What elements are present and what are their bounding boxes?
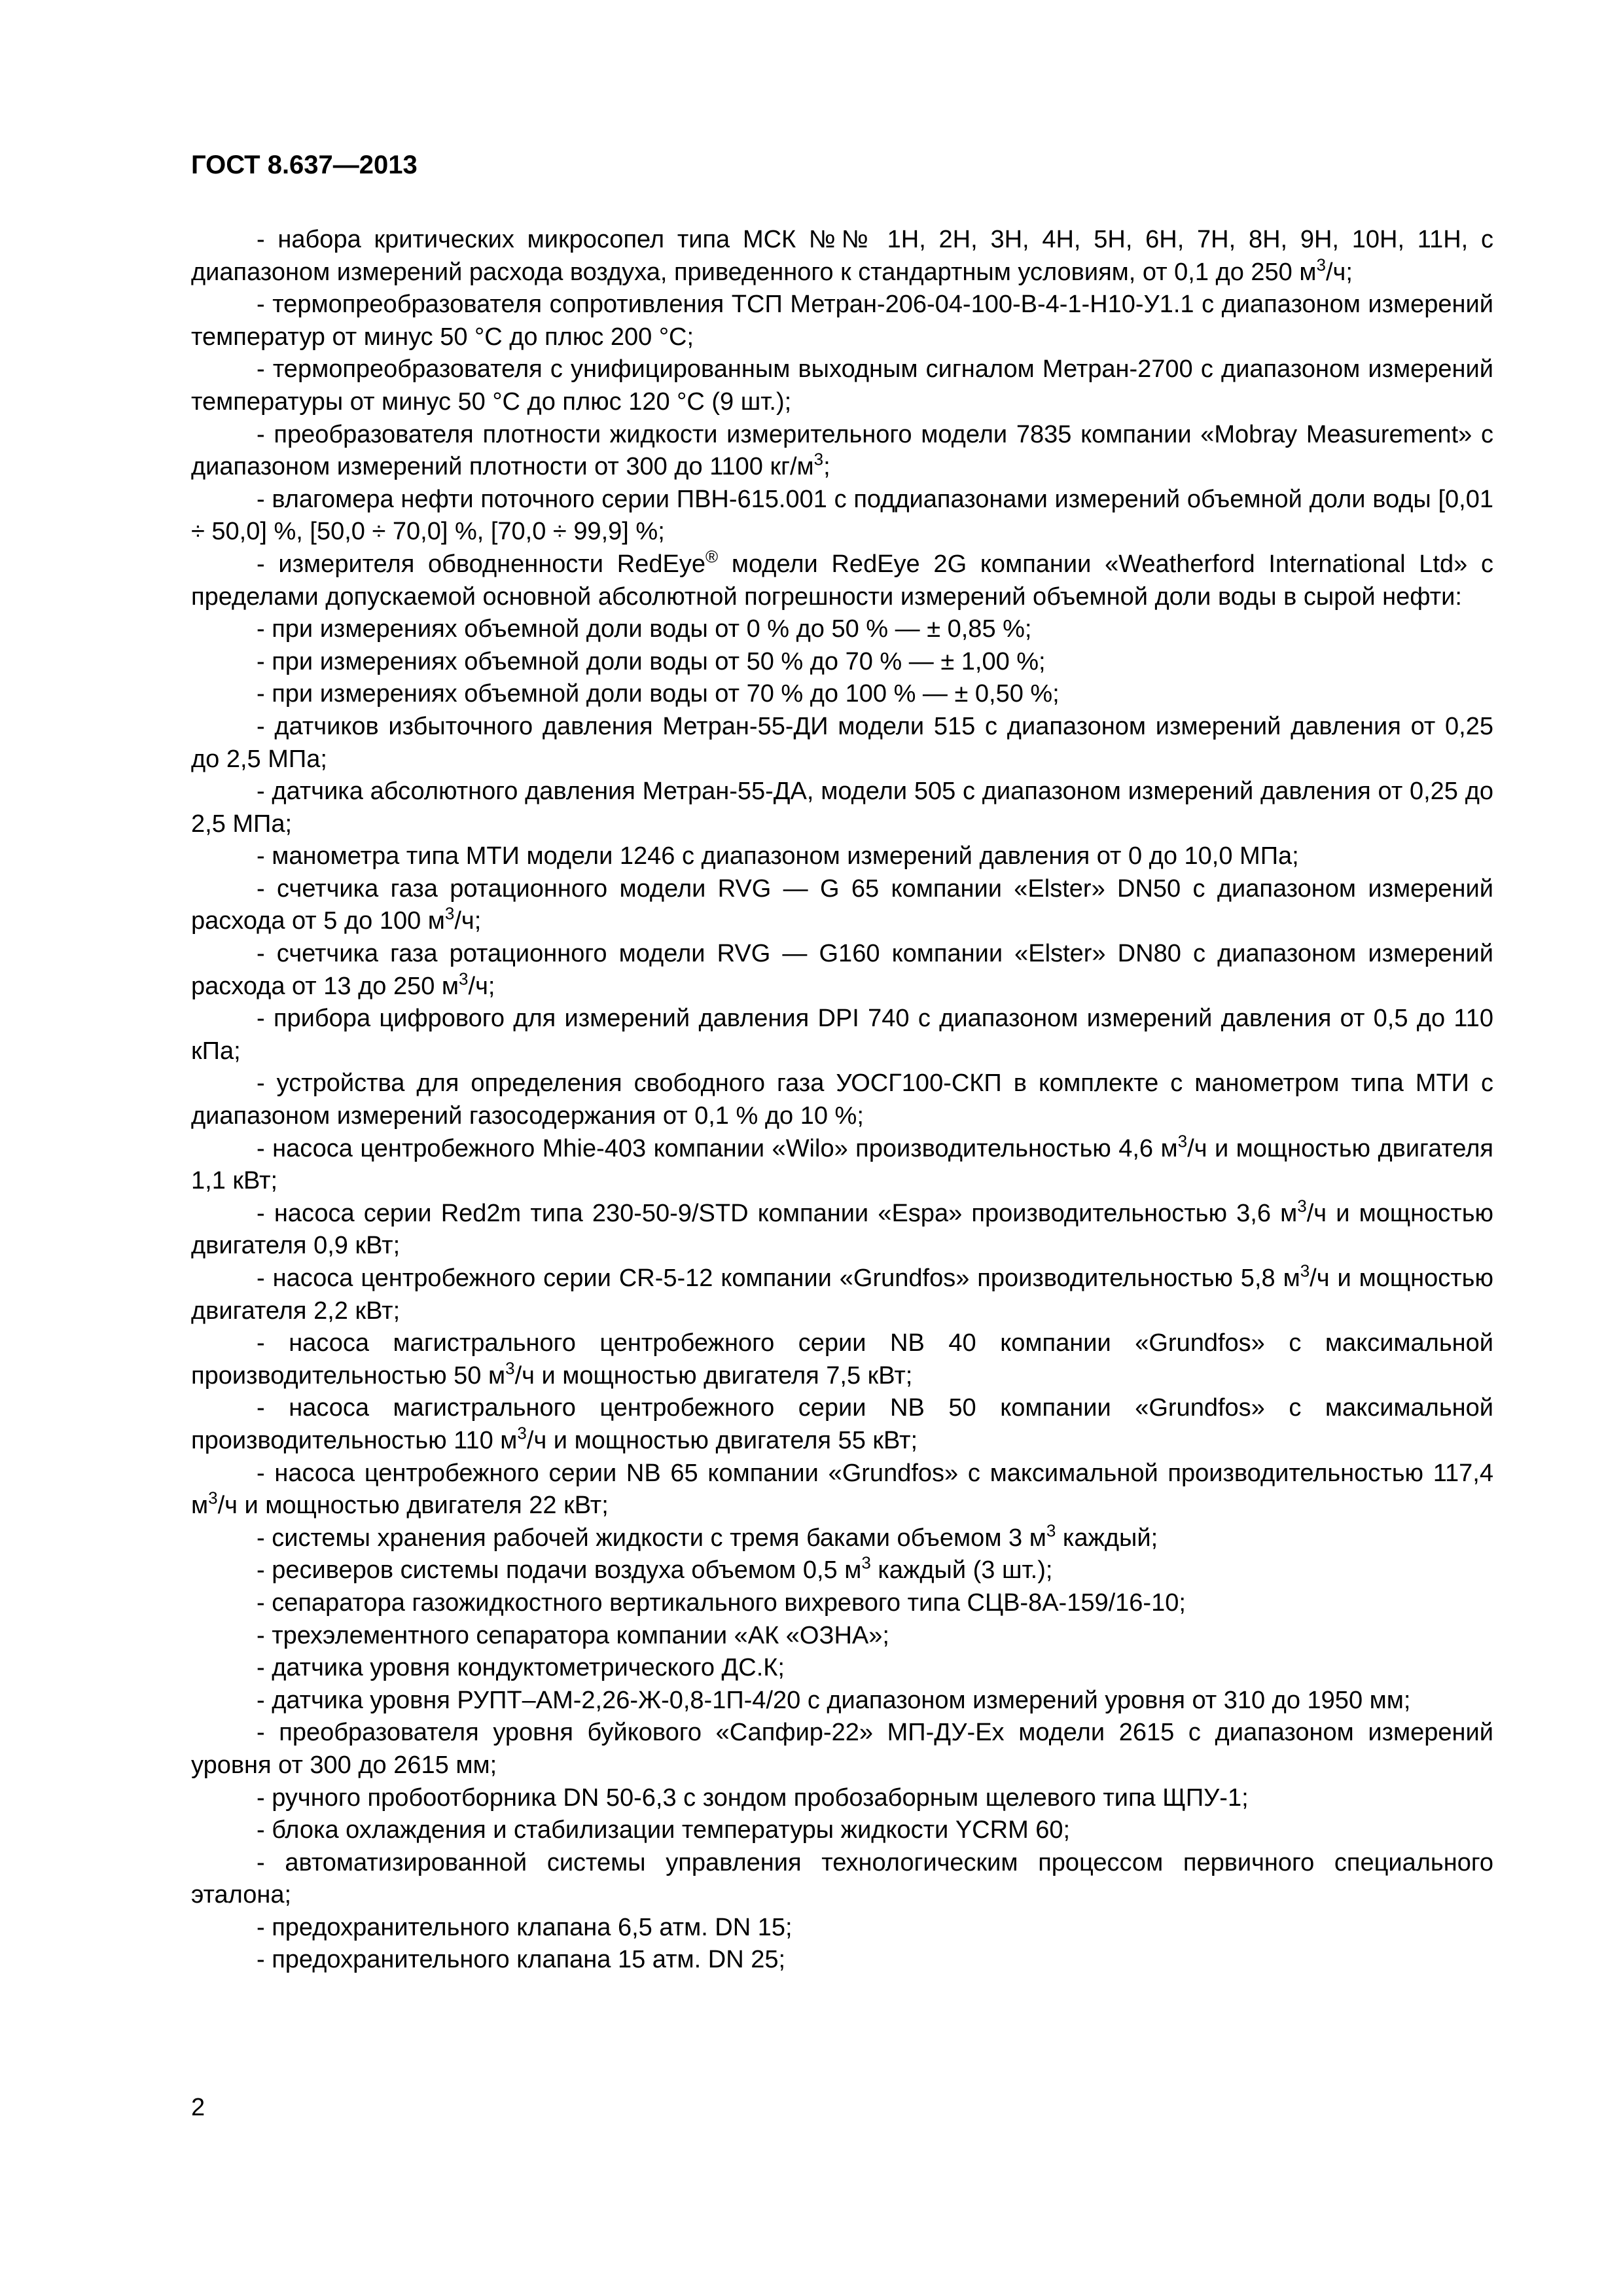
list-item: - насоса магистрального центробежного серии NB 40 компании «Grundfos» с максимальной производительностью 50 $м^3/ч$ и мощностью двигателя 7,5 кВт; — [191, 1329, 1493, 1390]
document-header: ГОСТ 8.637—2013 — [191, 151, 418, 179]
list-item: - ресиверов системы подачи воздуха объемом 0,5 $м^3$ каждый (3 шт.); — [257, 1553, 1053, 1585]
list-item: - насоса серии Red2m типа 230-50-9/STD компании «Espa» производительностью 3,6 $м^3/ч$ и мощностью двигателя 0,9 кВт; — [191, 1196, 1493, 1260]
page-number: 2 — [191, 2094, 205, 2121]
list-item: - датчика уровня РУПТ–АМ-2,26-Ж-0,8-1П-4/20 с диапазоном измерений уровня от 310 до 1950 мм; — [257, 1686, 1411, 1714]
list-item: - автоматизированной системы управления технологическим процессом первичного специального эталона; — [191, 1848, 1493, 1909]
list-item: - набора критических микросопел типа МСК №№ 1Н, 2Н, 3Н, 4Н, 5Н, 6Н, 7Н, 8Н, 9Н, 10Н, 11Н, с диапазоном измерений расхода воздуха, приведенного к стандартным условиям, от 0,1 до 250 $м^3/ч$; — [191, 226, 1493, 286]
list-item: - датчиков избыточного давления Метран-55-ДИ модели 515 с диапазоном измерений давления от 0,25 до 2,5 МПа; — [191, 712, 1493, 773]
equipment-list — [191, 224, 1493, 1977]
list-item: - трехэлементного сепаратора компании «АК «ОЗНА»; — [257, 1621, 889, 1649]
list-item: - насоса центробежного серии CR-5-12 компании «Grundfos» производительностью 5,8 $м^3/ч$ и мощностью двигателя 2,2 кВт; — [191, 1261, 1493, 1325]
list-item: - датчика уровня кондуктометрического ДС.К; — [257, 1654, 785, 1682]
list-item: - при измерениях объемной доли воды от 70 % до 100 % — ± 0,50 %; — [257, 680, 1060, 708]
list-item: - измерителя обводненности RedEye® модели RedEye 2G компании «Weatherford International Ltd» с пределами допускаемой основной абсолютной погрешности измерений объемной доли воды в сырой нефти: — [191, 547, 1493, 611]
list-item: - устройства для определения свободного газа УОСГ100-СКП в комплекте с манометром типа МТИ с диапазоном измерений газосодержания от 0,1 % до 10 %; — [191, 1069, 1493, 1130]
list-item: - блока охлаждения и стабилизации температуры жидкости YCRM 60; — [257, 1816, 1071, 1844]
list-item: - преобразователя плотности жидкости измерительного модели 7835 компании «Mobray Measurement» с диапазоном измерений плотности от 300 до 1100 $кг/м^3$; — [191, 420, 1493, 481]
list-item: - преобразователя уровня буйкового «Сапфир-22» МП-ДУ-Ех модели 2615 с диапазоном измерений уровня от 300 до 2615 мм; — [191, 1719, 1493, 1779]
list-item: - насоса центробежного Mhie-403 компании «Wilo» производительностью 4,6 $м^3/ч$ и мощностью двигателя 1,1 кВт; — [191, 1131, 1493, 1195]
list-item: - при измерениях объемной доли воды от 50 % до 70 % — ± 1,00 %; — [257, 647, 1046, 675]
list-item: - термопреобразователя сопротивления ТСП Метран-206-04-100-В-4-1-Н10-У1.1 с диапазоном измерений температур от минус 50 °С до плюс 200 °С; — [191, 291, 1493, 351]
list-item: - счетчика газа ротационного модели RVG — G 65 компании «Elster» DN50 с диапазоном измерений расхода от 5 до 100 $м^3/ч$; — [191, 874, 1493, 935]
list-item: - манометра типа МТИ модели 1246 с диапазоном измерений давления от 0 до 10,0 МПа; — [257, 842, 1299, 870]
list-item: - счетчика газа ротационного модели RVG — G160 компании «Elster» DN80 с диапазоном измерений расхода от 13 до 250 $м^3/ч$; — [191, 940, 1493, 1000]
list-item: - насоса магистрального центробежного серии NB 50 компании «Grundfos» с максимальной производительностью 110 $м^3/ч$ и мощностью двигателя 55 кВт; — [191, 1394, 1493, 1454]
list-item: - влагомера нефти поточного серии ПВН-615.001 с поддиапазонами измерений объемной доли воды [0,01 ÷ 50,0] %, [50,0 ÷ 70,0] %, [70,0 ÷ 99,9] %; — [191, 485, 1493, 546]
list-item: - насоса центробежного серии NB 65 компании «Grundfos» с максимальной производительностью 117,4 $м^3/ч$ и мощностью двигателя 22 кВт; — [191, 1459, 1493, 1520]
list-item: - ручного пробоотборника DN 50-6,3 с зондом пробозаборным щелевого типа ЩПУ-1; — [257, 1784, 1249, 1812]
list-item: - системы хранения рабочей жидкости с тремя баками объемом 3 $м^3$ каждый; — [257, 1520, 1158, 1552]
list-item: - при измерениях объемной доли воды от 0 % до 50 % — ± 0,85 %; — [257, 615, 1032, 643]
list-item: - сепаратора газожидкостного вертикального вихревого типа СЦВ-8А-159/16-10; — [257, 1588, 1186, 1617]
list-item: - датчика абсолютного давления Метран-55-ДА, модели 505 с диапазоном измерений давления от 0,25 до 2,5 МПа; — [191, 778, 1493, 838]
list-item: - предохранительного клапана 15 атм. DN 25; — [257, 1946, 786, 1974]
list-item: - термопреобразователя с унифицированным выходным сигналом Метран-2700 с диапазоном измерений температуры от минус 50 °С до плюс 120 °С (9 шт.); — [191, 355, 1493, 416]
list-item: - прибора цифрового для измерений давления DPI 740 с диапазоном измерений давления от 0,5 до 110 кПа; — [191, 1005, 1493, 1065]
list-item: - предохранительного клапана 6,5 атм. DN 15; — [257, 1913, 793, 1941]
